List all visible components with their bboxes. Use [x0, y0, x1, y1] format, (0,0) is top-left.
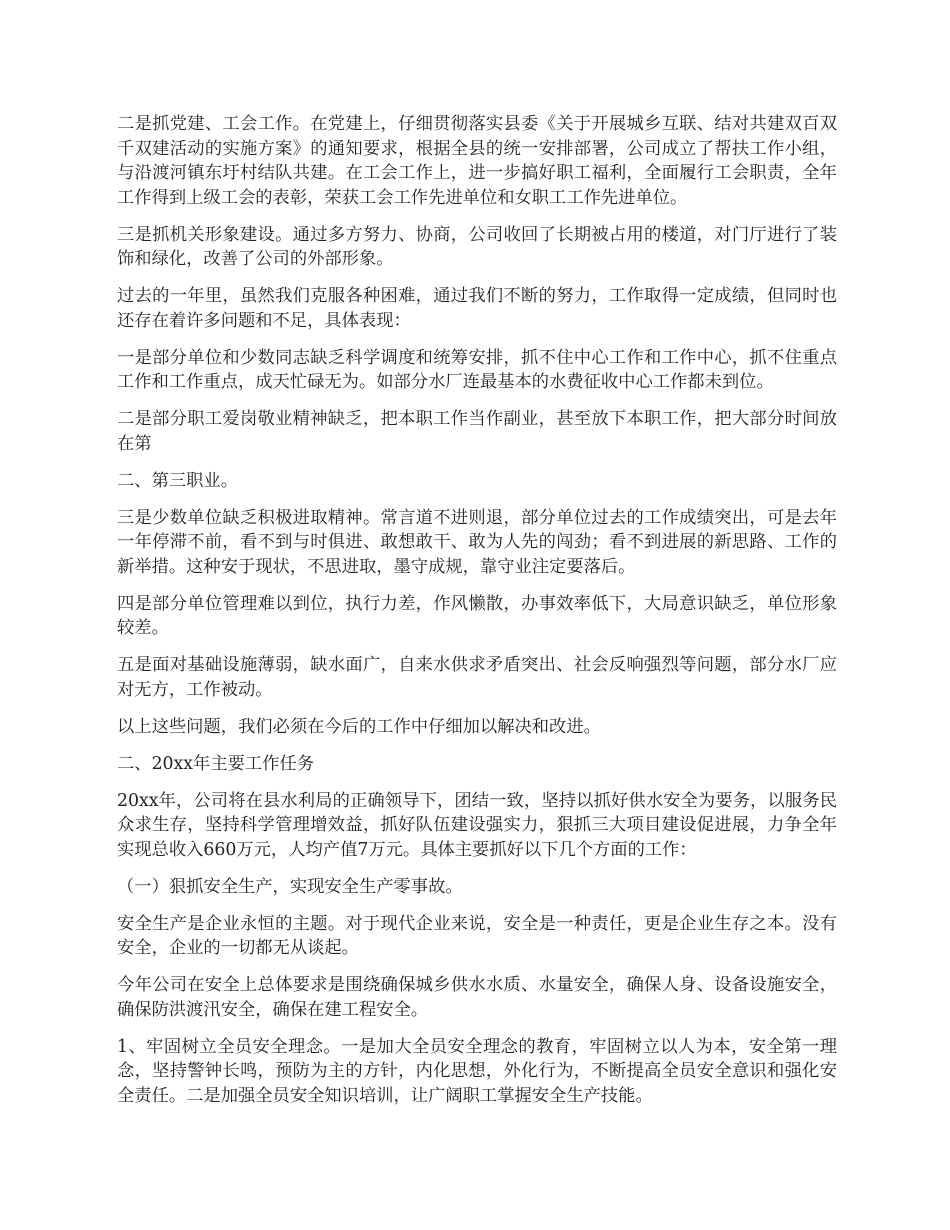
- paragraph-problem-four: 四是部分单位管理难以到位，执行力差，作风懒散，办事效率低下，大局意识缺乏，单位形象较差。: [117, 593, 837, 638]
- paragraph-safety-theme: 安全生产是企业永恒的主题。对于现代企业来说，安全是一种责任，更是企业生存之本。没有安全，企业的一切都无从谈起。: [117, 913, 837, 958]
- paragraph-problem-five: 五是面对基础设施薄弱，缺水面广，自来水供求矛盾突出、社会反响强烈等问题，部分水厂应对无方，工作被动。: [117, 655, 837, 700]
- paragraph-problems-conclusion: 以上这些问题，我们必须在今后的工作中仔细加以解决和改进。: [117, 716, 601, 737]
- paragraph-problem-one: 一是部分单位和少数同志缺乏科学调度和统筹安排，抓不住中心工作和工作中心，抓不住重点工作和工作重点，成天忙碌无为。如部分水厂连最基本的水费征收中心工作都未到位。: [117, 347, 837, 392]
- paragraph-party-union-work: 二是抓党建、工会工作。在党建上，仔细贯彻落实县委《关于开展城乡互联、结对共建双百双千双建活动的实施方案》的通知要求，根据全县的统一安排部署，公司成立了帮扶工作小组，与沿渡河镇东圩村结队共建。在工会工作上，进一步搞好职工福利，全面履行工会职责，全年工作得到上级工会的表彰，荣获工会工作先进单位和女职工工作先进单位。: [117, 114, 837, 208]
- paragraph-problem-three: 三是少数单位缺乏积极进取精神。常言道不进则退，部分单位过去的工作成绩突出，可是去年一年停滞不前，看不到与时俱进、敢想敢干、敢为人先的闯劲；看不到进展的新思路、工作的新举措。这种安于现状，不思进取，墨守成规，靠守业注定要落后。: [117, 507, 837, 577]
- paragraph-office-image: 三是抓机关形象建设。通过多方努力、协商，公司收回了长期被占用的楼道，对门厅进行了装饰和绿化，改善了公司的外部形象。: [117, 224, 837, 269]
- paragraph-problems-intro: 过去的一年里，虽然我们克服各种困难，通过我们不断的努力，工作取得一定成绩，但同时也还存在着许多问题和不足，具体表现：: [117, 286, 837, 331]
- subsection-heading-safety: （一）狠抓安全生产，实现安全生产零事故。: [117, 876, 463, 897]
- paragraph-safety-requirements: 今年公司在安全上总体要求是围绕确保城乡供水水质、水量安全，确保人身、设备设施安全，确保防洪渡汛安全，确保在建工程安全。: [117, 975, 837, 1020]
- paragraph-safety-awareness: 1、牢固树立全员安全理念。一是加大全员安全理念的教育，牢固树立以人为本，安全第一理念，坚持警钟长鸣，预防为主的方针，内化思想，外化行为，不断提高全员安全意识和强化安全责任。二是加强全员安全知识培训，让广阔职工掌握安全生产技能。: [117, 1036, 837, 1106]
- paragraph-annual-goals: 20xx年，公司将在县水利局的正确领导下，团结一致，坚持以抓好供水安全为要务，以服务民众求生存，坚持科学管理增效益，抓好队伍建设强实力，狠抓三大项目建设促进展，力争全年实现总收入660万元，人均产值7万元。具体主要抓好以下几个方面的工作：: [117, 790, 837, 860]
- document-body: [117, 112, 837, 1121]
- paragraph-problem-two: 二是部分职工爱岗敬业精神缺乏，把本职工作当作副业，甚至放下本职工作，把大部分时间放在第: [117, 409, 837, 454]
- section-heading-main-tasks: 二、20xx年主要工作任务: [117, 753, 315, 774]
- paragraph-problem-two-continued: 二、第三职业。: [117, 470, 238, 491]
